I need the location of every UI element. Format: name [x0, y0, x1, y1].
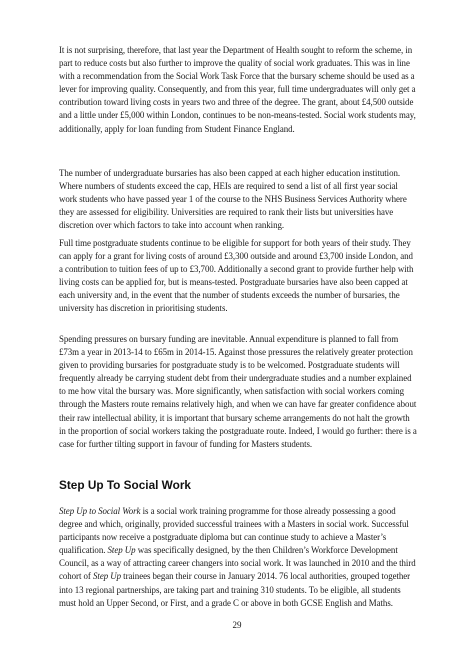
- paragraph-text: trainees began their course in January 2014. 76 local authorities, grouped together into 13 regional partnerships, are taking part and training 310 students. To be eligible, all students must hold an Upper Second, or First, and a grade C or above in both GCSE English and Maths.: [59, 571, 411, 608]
- body-paragraph: It is not surprising, therefore, that last year the Department of Health sought to reform the scheme, in part to reduce costs but also further to improve the quality of social work graduates. This was in line with a recommendation from the Social Work Task Force that the bursary scheme should be used as a lever for improving quality. Consequently, and from this year, full time undergraduates will only get a contribution toward living costs in years two and three of the degree. The grant, about £4,500 outside and a little under £5,000 within London, continues to be non-means-tested. Social work students may, additionally, apply for loan funding from Student Finance England.: [59, 45, 416, 134]
- section-heading: Step Up To Social Work: [59, 478, 191, 492]
- paragraph-text: is a social work training programme for those already possessing a good degree and which, originally, provided successful trainees with a Masters in social work. Successful participants now receive a postgraduate diploma but can continue study to achieve a Master’s qualification.: [59, 506, 409, 556]
- programme-name: Step Up to Social Work: [59, 506, 141, 516]
- body-paragraph: The number of undergraduate bursaries has also been capped at each higher education institution. Where numbers of students exceed the cap, HEIs are required to send a list of all first year social work students who have passed year 1 of the course to the NHS Business Services Authority where they are assessed for eligibility. Universities are required to rank their lists but universities have discretion over which factors to take into account when ranking.: [59, 168, 407, 231]
- page-number: 29: [232, 620, 242, 630]
- body-paragraph: Spending pressures on bursary funding are inevitable. Annual expenditure is planned to fall from £73m a year in 2013-14 to £65m in 2014-15. Against those pressures the relatively greater protection given to providing bursaries for postgraduate study is to be welcomed. Postgraduate students will frequently already be carrying student debt from their undergraduate studies and a number explained to me how vital the bursary was. More significantly, when satisfaction with social workers coming through the Masters route remains relatively high, and when we can have far greater confidence about their raw intellectual ability, it is important that bursary scheme arrangements do not halt the growth in the proportion of social workers taking the postgraduate route. Indeed, I would go further: there is a case for further tilting support in favour of funding for Masters students.: [59, 334, 417, 449]
- programme-name: Step Up: [93, 571, 122, 582]
- paragraph-text: was specifically designed, by the then Children’s Workforce Development Council, as a way of attracting career changers into social work. It was launched in 2010 and the third cohort of: [59, 545, 416, 582]
- body-paragraph: [59, 505, 417, 610]
- programme-name: Step Up: [107, 545, 136, 556]
- body-paragraph: Full time postgraduate students continue to be eligible for support for both years of their study. They can apply for a grant for living costs of around £3,300 outside and around £3,700 inside London, and a contribution to tuition fees of up to £3,700. Additionally a second grant to provide further help with living costs can be applied for, but is means-tested. Postgraduate bursaries have also been capped at each university and, in the event that the number of students exceeds the number of bursaries, the university has discretion in prioritising students.: [59, 238, 414, 314]
